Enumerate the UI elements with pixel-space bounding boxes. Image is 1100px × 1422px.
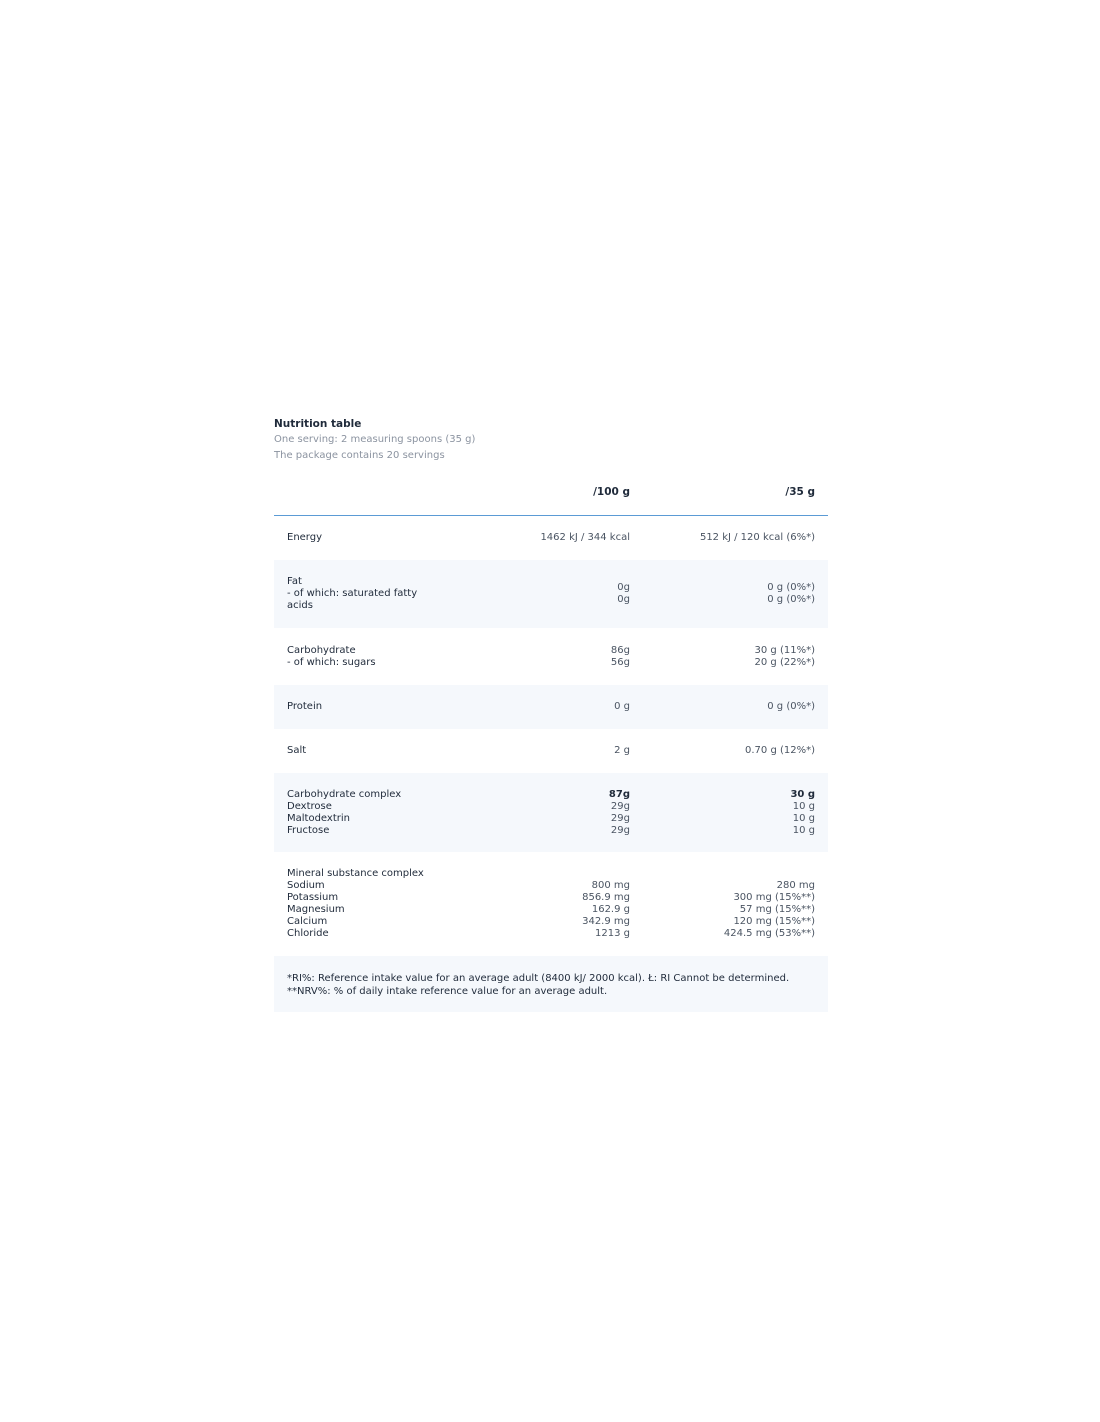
table-header bbox=[274, 470, 828, 516]
value-per-serving: 0 g (0%*) bbox=[767, 701, 815, 712]
value-line: 0g bbox=[617, 594, 630, 605]
column-header-per-100g: /100 g bbox=[593, 486, 630, 498]
table-row-mineral-complex bbox=[274, 852, 828, 956]
row-label-line: Dextrose bbox=[287, 800, 332, 812]
row-label bbox=[287, 868, 445, 940]
value-line: 87g bbox=[608, 788, 630, 800]
value-line: 20 g (22%*) bbox=[754, 656, 815, 668]
value-line: 0g bbox=[617, 582, 630, 593]
value-line: 342.9 mg bbox=[582, 916, 630, 927]
value-per-serving bbox=[630, 645, 815, 669]
row-label-line: Fat bbox=[287, 576, 302, 587]
value-line: 10 g bbox=[792, 800, 815, 812]
value-per-100g bbox=[445, 868, 630, 940]
row-label: Protein bbox=[287, 701, 323, 712]
serving-info: One serving: 2 measuring spoons (35 g) bbox=[274, 434, 476, 445]
row-label-line: Chloride bbox=[287, 928, 329, 939]
value-per-serving: 0.70 g (12%*) bbox=[745, 745, 815, 756]
row-label-line: Potassium bbox=[287, 892, 339, 903]
row-label-line: Magnesium bbox=[287, 904, 345, 915]
value-per-serving bbox=[630, 868, 815, 940]
value-line: 300 mg (15%**) bbox=[733, 892, 815, 903]
row-label-line: Sodium bbox=[287, 880, 325, 891]
value-line: 57 mg (15%**) bbox=[739, 904, 815, 915]
value-line: 10 g bbox=[792, 824, 815, 836]
row-label-line: Carbohydrate bbox=[287, 644, 356, 656]
value-per-100g: 0 g bbox=[614, 701, 630, 712]
value-line: 280 mg bbox=[776, 880, 815, 891]
column-header-per-serving: /35 g bbox=[785, 486, 815, 498]
value-per-100g bbox=[445, 789, 630, 837]
table-row-salt bbox=[274, 729, 828, 773]
value-per-100g: 2 g bbox=[614, 745, 630, 756]
value-line: 56g bbox=[610, 656, 630, 668]
row-label-line: Fructose bbox=[287, 824, 330, 836]
value-per-serving: 512 kJ / 120 kcal (6%*) bbox=[699, 532, 815, 543]
row-label-line: Maltodextrin bbox=[287, 812, 350, 824]
row-label-line: - of which: sugars bbox=[287, 656, 376, 668]
table-row-carbohydrate bbox=[274, 628, 828, 685]
value-line: 30 g bbox=[790, 788, 815, 800]
table-row-carbohydrate-complex bbox=[274, 773, 828, 852]
value-line: 29g bbox=[610, 812, 630, 824]
value-line: 162.9 g bbox=[591, 904, 630, 915]
row-label-line: Carbohydrate complex bbox=[287, 788, 402, 800]
value-per-100g: 1462 kJ / 344 kcal bbox=[540, 532, 630, 543]
value-line: 800 mg bbox=[591, 880, 630, 891]
row-label: Energy bbox=[287, 532, 323, 543]
nutrition-table-section bbox=[274, 417, 828, 1012]
value-line: 86g bbox=[610, 644, 630, 656]
value-line: 0 g (0%*) bbox=[767, 594, 815, 605]
row-label-line: - of which: saturated fatty bbox=[287, 588, 418, 599]
value-line: 0 g (0%*) bbox=[767, 582, 815, 593]
row-label bbox=[287, 789, 445, 837]
page-title: Nutrition table bbox=[274, 418, 362, 430]
row-label-line: acids bbox=[287, 600, 313, 611]
value-per-serving bbox=[630, 582, 815, 606]
row-label-line: Mineral substance complex bbox=[287, 868, 424, 879]
footnote-nrv: **NRV%: % of daily intake reference value for an average adult. bbox=[287, 986, 608, 997]
table-row-protein bbox=[274, 685, 828, 729]
row-label-line: Calcium bbox=[287, 916, 328, 927]
row-label: Salt bbox=[287, 745, 307, 756]
value-line: 10 g bbox=[792, 812, 815, 824]
table-row-fat bbox=[274, 560, 828, 628]
value-line: 29g bbox=[610, 800, 630, 812]
value-line: 424.5 mg (53%**) bbox=[723, 928, 815, 939]
value-line: 120 mg (15%**) bbox=[733, 916, 815, 927]
value-line: 1213 g bbox=[595, 928, 630, 939]
footnote-ri: *RI%: Reference intake value for an average adult (8400 kJ/ 2000 kcal). Ł: RI Cannot be determined. bbox=[287, 973, 790, 984]
servings-info: The package contains 20 servings bbox=[274, 450, 445, 461]
footnote bbox=[274, 956, 828, 1012]
value-line: 30 g (11%*) bbox=[754, 644, 815, 656]
value-per-100g bbox=[445, 582, 630, 606]
value-per-100g bbox=[445, 645, 630, 669]
row-label bbox=[287, 576, 445, 612]
value-per-serving bbox=[630, 789, 815, 837]
row-label bbox=[287, 645, 445, 669]
value-line: 29g bbox=[610, 824, 630, 836]
value-line: 856.9 mg bbox=[582, 892, 630, 903]
table-row-energy bbox=[274, 516, 828, 560]
